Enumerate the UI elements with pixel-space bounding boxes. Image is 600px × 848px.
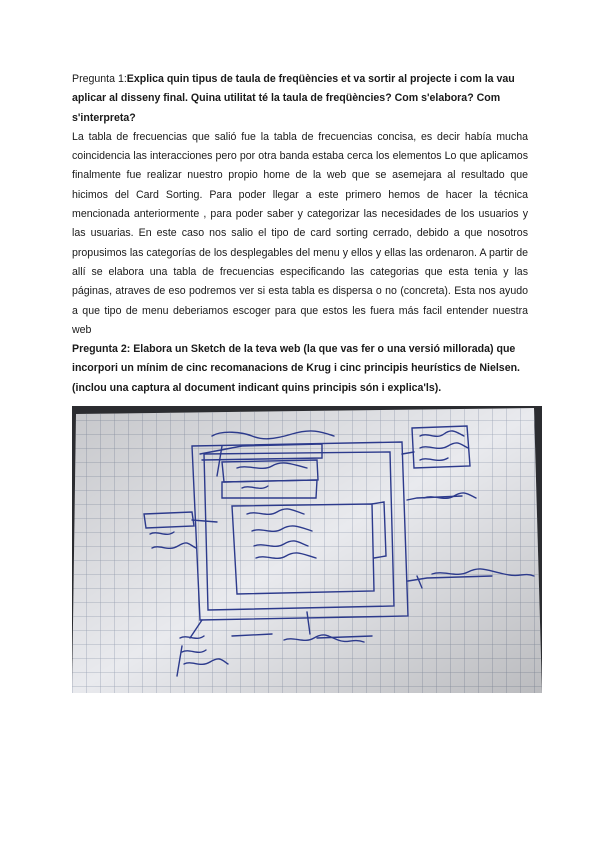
question-1-text: Explica quin tipus de taula de freqüències et va sortir al projecte i com la vau aplicar al disseny final. Quina utilitat té la taula de freqüències? Com s'elabora? Com s'interpreta? [72,73,515,124]
answer-1: La tabla de frecuencias que salió fue la tabla de frecuencias concisa, es decir había mucha coincidencia las interacciones pero por otra banda estaba cerca los elementos Lo que aplicamos finalmente fue realizar nuestro propio home de la web que se asemejara al resultado que hicimos del Card Sorting. Para poder llegar a este primero hemos de hacer la técnica mencionada anteriormente , para poder saber y categorizar las necesidades de los usuarios y las usuarias. En este caso nos salio el tipo de card sorting cerrado, debido a que nosotros propusimos las categorías de los desplegables del menu y ellos y ellas las ordenaron. A partir de allí se elabora una tabla de frecuencias especificando las categorias que esta tenia y las páginas, atraves de eso podremos ver si esta tabla es dispersa o no (concreta). Esta nos ayudo a que tipo de menu deberiamos escoger para que estos les fuera más facil entender nuestra web [72,130,528,336]
question-1-prefix: Pregunta 1: [72,73,127,85]
question-1 [72,70,528,128]
question-2: Pregunta 2: Elabora un Sketch de la teva web (la que vas fer o una versió millorada) que incorpori un mínim de cinc recomanacions de Krug i cinc principis heurístics de Nielsen. (inclou una captura al document indicant quins principis són i explica'ls). [72,343,520,394]
sketch-drawing [72,406,542,693]
document-body [72,70,528,398]
sketch-photo [72,406,542,693]
